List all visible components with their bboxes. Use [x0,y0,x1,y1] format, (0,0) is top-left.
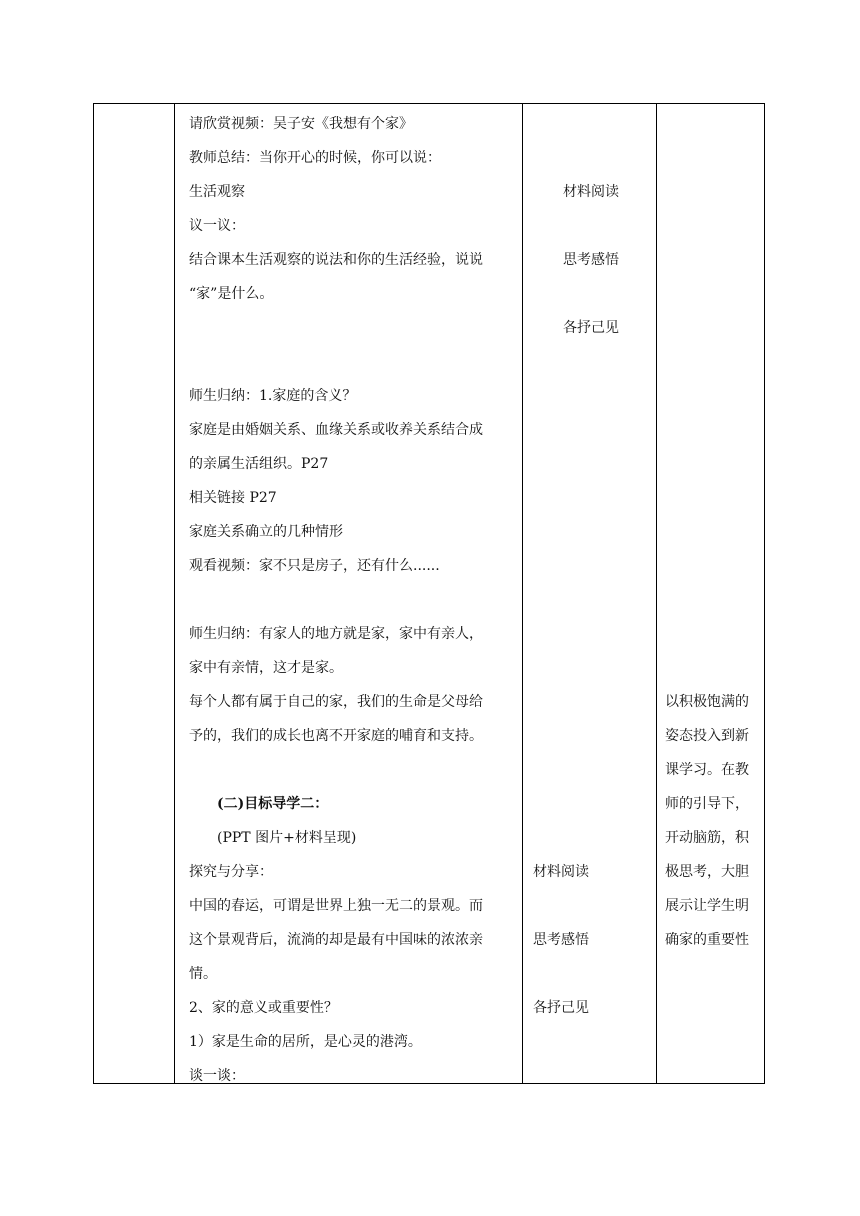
activity-label: 思考感悟 [533,932,589,948]
intent-line: 课学习。在教 [665,762,749,778]
intent-line: 确家的重要性 [665,932,749,948]
content-line: 探究与分享： [189,864,273,880]
content-line: 予的，我们的成长也离不开家庭的哺育和支持。 [189,728,483,744]
activity-label: 思考感悟 [563,252,619,268]
content-line: 谈一谈： [189,1068,245,1084]
content-line: 师生归纳：1.家庭的含义？ [189,388,357,404]
content-line: (PPT 图片+材料呈现) [217,830,357,846]
teaching-content-column [175,104,522,1083]
content-line: 请欣赏视频：吴子安《我想有个家》 [189,116,413,132]
content-line: 议一议： [189,218,245,234]
content-line: 师生归纳：有家人的地方就是家，家中有亲人， [189,626,483,642]
intent-line: 师的引导下， [665,796,749,812]
content-line: “家”是什么。 [189,286,274,302]
content-line: 的亲属生活组织。P27 [189,456,329,472]
intent-line: 开动脑筋，积 [665,830,749,846]
lesson-plan-table [93,103,765,1084]
content-line: 每个人都有属于自己的家，我们的生命是父母给 [189,694,483,710]
intent-line: 展示让学生明 [665,898,749,914]
content-line: 教师总结：当你开心的时候，你可以说： [189,150,441,166]
design-intent-column [657,104,764,1083]
intent-line: 极思考，大胆 [665,864,749,880]
content-line: 这个景观背后，流淌的却是最有中国味的浓浓亲 [189,932,483,948]
activity-label: 材料阅读 [563,184,619,200]
content-line: 2、家的意义或重要性？ [189,1000,338,1016]
content-line: 生活观察 [189,184,245,200]
content-line: 1）家是生命的居所，是心灵的港湾。 [189,1034,422,1050]
content-line: 家中有亲情，这才是家。 [189,660,343,676]
activity-label: 材料阅读 [533,864,589,880]
content-line: 相关链接 P27 [189,490,277,506]
content-line: 结合课本生活观察的说法和你的生活经验，说说 [189,252,483,268]
content-line: 家庭是由婚姻关系、血缘关系或收养关系结合成 [189,422,483,438]
content-line: 家庭关系确立的几种情形 [189,524,343,540]
content-line: 中国的春运，可谓是世界上独一无二的景观。而 [189,898,483,914]
stage-column [94,104,174,1083]
activity-label: 各抒己见 [533,1000,589,1016]
intent-line: 以积极饱满的 [665,694,749,710]
student-activity-column [523,104,656,1083]
content-line: 情。 [189,966,217,982]
section-heading: (二)目标导学二： [217,796,329,812]
intent-line: 姿态投入到新 [665,728,749,744]
content-line: 观看视频：家不只是房子，还有什么...... [189,558,440,574]
activity-label: 各抒己见 [563,320,619,336]
